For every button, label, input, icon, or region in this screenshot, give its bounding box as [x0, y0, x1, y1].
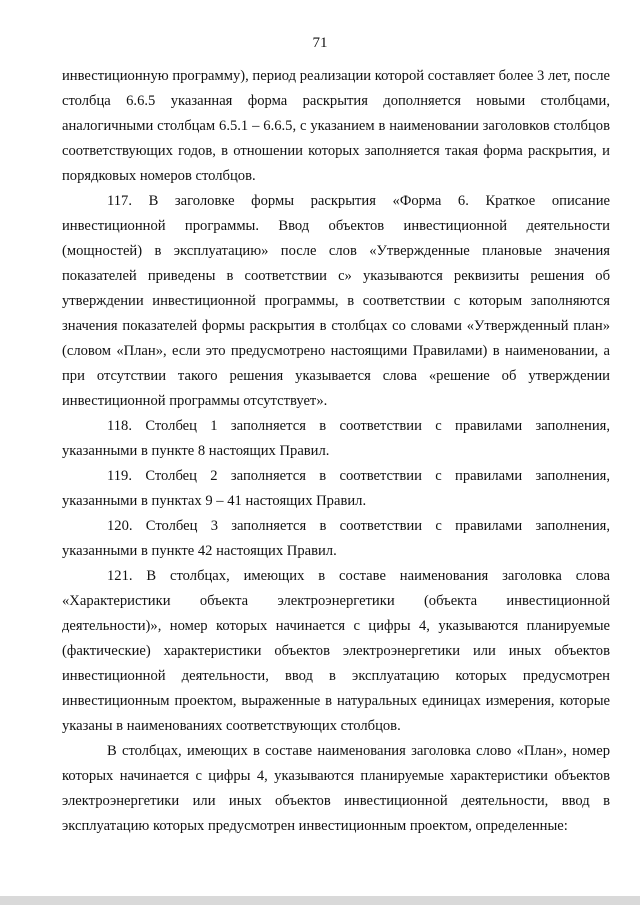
paragraph-121: 121. В столбцах, имеющих в составе наименования заголовка слова «Характеристики объекта электроэнергетики (объекта инвестиционной деятельности)», номер которых начинается с цифры 4, указываются планируемые (фактические) характеристики объектов электроэнергетики или иных объектов инвестиционной деятельности, ввод в эксплуатацию которых предусмотрен инвестиционным проектом, выраженные в натуральных единицах измерения, которые указаны в наименованиях соответствующих столбцов.	[62, 568, 610, 734]
paragraph-119: 119. Столбец 2 заполняется в соответствии с правилами заполнения, указанными в пунктах 9 – 41 настоящих Правил.	[62, 468, 610, 509]
paragraph-118: 118. Столбец 1 заполняется в соответствии с правилами заполнения, указанными в пункте 8 настоящих Правил.	[62, 418, 610, 459]
page-bottom-edge	[0, 896, 640, 905]
page-number: 71	[312, 35, 328, 51]
document-body	[62, 64, 610, 839]
paragraph-120: 120. Столбец 3 заполняется в соответствии с правилами заполнения, указанными в пункте 42 настоящих Правил.	[62, 518, 610, 559]
paragraph-117: 117. В заголовке формы раскрытия «Форма 6. Краткое описание инвестиционной программы. Ввод объектов инвестиционной деятельности (мощностей) в эксплуатацию» после слов «Утвержденные плановые значения показателей приведены в соответствии с» указываются реквизиты решения об утверждении инвестиционной программы, в соответствии с которым заполняются значения показателей формы раскрытия в столбцах со словами «Утвержденный план» (словом «План», если это предусмотрено настоящими Правилами) в наименовании, а при отсутствии такого решения указывается слова «решение об утверждении инвестиционной программы отсутствует».	[62, 193, 610, 409]
paragraph-121-plan: В столбцах, имеющих в составе наименования заголовка слово «План», номер которых начинается с цифры 4, указываются планируемые характеристики объектов электроэнергетики или иных объектов инвестиционной деятельности, ввод в эксплуатацию которых предусмотрен инвестиционным проектом, определенные:	[62, 743, 610, 834]
paragraph-continuation: инвестиционную программу), период реализации которой составляет более 3 лет, после столбца 6.6.5 указанная форма раскрытия дополняется новыми столбцами, аналогичными столбцам 6.5.1 – 6.6.5, с указанием в наименовании заголовков столбцов соответствующих годов, в отношении которых заполняется такая форма раскрытия, и порядковых номеров столбцов.	[62, 68, 610, 184]
